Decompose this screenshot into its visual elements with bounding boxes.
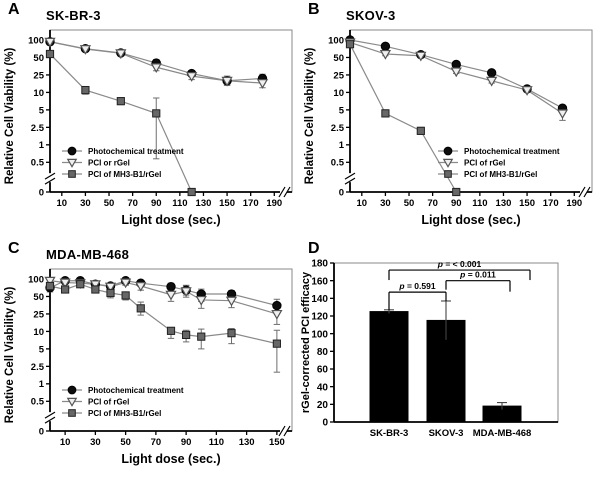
x-tick-label: 70 <box>127 198 138 209</box>
y-tick-label: 1 <box>338 140 344 152</box>
y-tick-label: 0 <box>38 187 44 199</box>
x-tick-label: 50 <box>120 437 131 448</box>
panel-d <box>300 239 600 477</box>
panel-b-letter: B <box>308 1 320 18</box>
y-tick-label: 0 <box>338 187 344 199</box>
x-tick-label: 10 <box>59 437 71 448</box>
y-tick-label: 140 <box>311 293 328 305</box>
y-tick-label: 0.5 <box>30 157 44 169</box>
chart-mda-mb-468 <box>0 239 300 477</box>
data-point-square <box>117 98 124 105</box>
data-point-square <box>46 282 53 289</box>
x-tick-label: 30 <box>80 198 91 209</box>
data-point-square <box>69 410 76 417</box>
legend-label: PCI of rGel <box>88 397 130 407</box>
panel-d-letter: D <box>308 240 320 257</box>
x-tick-label: 30 <box>380 198 391 209</box>
x-tick-label: 150 <box>268 437 285 448</box>
y-axis-label: rGel-corrected PCI efficacy <box>300 271 312 414</box>
y-tick-label: 100 <box>28 35 44 47</box>
data-point-square <box>92 286 99 293</box>
data-point-circle <box>68 386 76 394</box>
y-tick-label: 10 <box>33 326 44 338</box>
legend-item <box>438 159 505 168</box>
data-point-circle <box>381 42 389 50</box>
panel-b <box>300 0 600 238</box>
y-tick-label: 50 <box>333 52 344 64</box>
panel-b-title: SKOV-3 <box>346 8 396 23</box>
legend-item <box>62 398 129 407</box>
x-tick-label: 170 <box>242 198 259 209</box>
plot-frame <box>50 30 292 192</box>
y-tick-label: 0.5 <box>30 396 44 408</box>
legend-label: Photochemical treatment <box>88 386 184 395</box>
p-value-label: p = < 0.001 <box>437 259 482 270</box>
x-axis-label: Light dose (sec.) <box>421 213 521 227</box>
y-tick-label: 5 <box>38 105 44 117</box>
panel-c-title: MDA-MB-468 <box>46 247 130 262</box>
panel-a <box>0 0 300 238</box>
data-point-square <box>273 340 280 347</box>
y-tick-label: 180 <box>311 258 328 270</box>
y-tick-label: 100 <box>328 35 344 47</box>
x-tick-label: 130 <box>495 198 512 209</box>
panel-c-letter: C <box>8 240 20 257</box>
y-axis-label: Relative Cell Viability (%) <box>4 286 16 424</box>
data-point-circle <box>167 282 175 290</box>
y-tick-label: 25 <box>333 70 344 82</box>
legend-label: PCI of MH3-B1/rGel <box>464 170 538 179</box>
data-point-square <box>183 331 190 338</box>
x-tick-label: 50 <box>103 198 115 209</box>
x-tick-label: 170 <box>542 198 559 209</box>
data-point-square <box>228 330 235 337</box>
data-point-square <box>82 86 89 93</box>
x-tick-label: 10 <box>356 198 368 209</box>
data-point-square <box>62 286 69 293</box>
x-tick-label: 90 <box>150 198 162 209</box>
x-tick-label: 50 <box>403 198 415 209</box>
data-point-circle <box>273 301 281 309</box>
y-tick-label: 1 <box>38 140 44 152</box>
data-point-circle <box>68 147 76 155</box>
panel-a-letter: A <box>8 1 20 18</box>
data-point-square <box>346 41 353 48</box>
x-tick-label: 150 <box>219 198 236 209</box>
x-tick-label: 110 <box>172 198 188 209</box>
data-point-square <box>417 127 424 134</box>
data-point-square <box>445 171 452 178</box>
data-point-square <box>46 50 53 57</box>
data-point-square <box>137 305 144 312</box>
category-label: MDA-MB-468 <box>472 428 532 439</box>
legend-label: PCI of MH3-B1/rGel <box>88 170 162 179</box>
data-point-circle <box>487 69 495 77</box>
x-tick-label: 30 <box>90 437 101 448</box>
chart-pci-efficacy-bar <box>300 239 600 477</box>
x-tick-label: 130 <box>238 437 255 448</box>
y-tick-label: 5 <box>38 344 44 356</box>
data-point-circle <box>444 147 452 155</box>
y-tick-label: 100 <box>311 329 328 341</box>
legend-label: PCI or rGel <box>88 158 130 168</box>
y-tick-label: 2.5 <box>30 122 44 134</box>
data-point-circle <box>452 60 460 68</box>
bar <box>370 312 408 422</box>
x-axis-label: Light dose (sec.) <box>121 452 221 466</box>
y-tick-label: 0 <box>38 426 44 438</box>
y-tick-label: 25 <box>33 70 44 82</box>
y-tick-label: 40 <box>316 382 328 394</box>
legend-label: Photochemical treatment <box>88 147 184 156</box>
p-value-label: p = 0.591 <box>399 281 436 292</box>
legend-item <box>62 159 130 168</box>
panel-c <box>0 239 300 477</box>
data-point-square <box>453 188 460 195</box>
data-point-square <box>69 171 76 178</box>
y-tick-label: 50 <box>33 52 44 64</box>
y-tick-label: 10 <box>333 87 344 99</box>
data-point-square <box>122 292 129 299</box>
y-tick-label: 25 <box>33 309 44 321</box>
legend-label: Photochemical treatment <box>464 147 560 156</box>
y-tick-label: 100 <box>28 274 44 286</box>
x-tick-label: 10 <box>56 198 68 209</box>
x-axis-label: Light dose (sec.) <box>121 213 221 227</box>
chart-sk-br-3 <box>0 0 300 238</box>
y-axis-label: Relative Cell Viability (%) <box>304 47 316 185</box>
data-point-square <box>188 188 195 195</box>
y-tick-label: 60 <box>316 364 328 376</box>
y-tick-label: 2.5 <box>330 122 344 134</box>
y-tick-label: 160 <box>311 276 328 288</box>
y-tick-label: 120 <box>311 311 328 323</box>
y-tick-label: 20 <box>316 399 328 411</box>
x-tick-label: 130 <box>195 198 212 209</box>
category-label: SKOV-3 <box>428 428 464 439</box>
x-tick-label: 70 <box>150 437 162 448</box>
x-tick-label: 110 <box>472 198 488 209</box>
data-point-square <box>198 333 205 340</box>
y-tick-label: 0 <box>322 417 328 429</box>
data-point-square <box>107 289 114 296</box>
x-tick-label: 70 <box>427 198 438 209</box>
panel-a-title: SK-BR-3 <box>46 8 101 23</box>
data-point-square <box>77 281 84 288</box>
x-tick-label: 90 <box>180 437 192 448</box>
legend-label: PCI of rGel <box>464 158 506 168</box>
data-point-square <box>167 327 174 334</box>
x-tick-label: 190 <box>266 198 283 209</box>
y-tick-label: 50 <box>33 291 44 303</box>
y-tick-label: 5 <box>338 105 344 117</box>
x-tick-label: 190 <box>566 198 583 209</box>
y-axis-label: Relative Cell Viability (%) <box>4 47 16 185</box>
y-tick-label: 0.5 <box>330 157 344 169</box>
category-label: SK-BR-3 <box>369 428 409 439</box>
legend-label: PCI of MH3-B1/rGel <box>88 409 162 418</box>
p-value-label: p = 0.011 <box>460 269 496 280</box>
chart-skov-3 <box>300 0 600 238</box>
data-point-square <box>382 110 389 117</box>
y-tick-label: 10 <box>33 87 44 99</box>
y-tick-label: 80 <box>316 346 328 358</box>
x-tick-label: 110 <box>208 437 225 448</box>
data-point-square <box>153 110 160 117</box>
y-tick-label: 2.5 <box>30 361 44 373</box>
y-tick-label: 1 <box>38 379 44 391</box>
x-tick-label: 90 <box>450 198 462 209</box>
x-tick-label: 150 <box>519 198 536 209</box>
